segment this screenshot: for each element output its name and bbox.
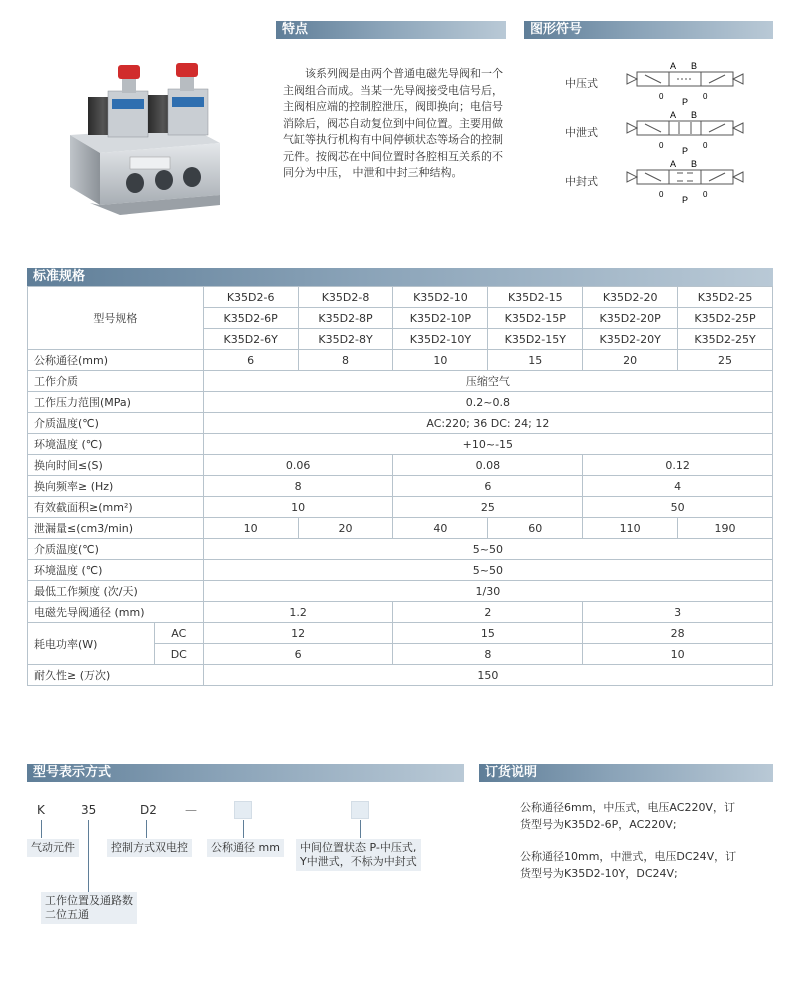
table-cell: 0.06 [203, 455, 393, 476]
port-a-label: A [670, 61, 677, 71]
ordering-line: 货型号为K35D2-10Y，DC24V; [520, 866, 678, 880]
row-label: 公称通径(mm) [28, 350, 204, 371]
code-position-label-line2: 二位五通 [45, 908, 89, 921]
port-a-label: A [670, 159, 677, 169]
table-cell: 0.08 [393, 455, 583, 476]
table-cell: 10 [583, 644, 773, 665]
symbol-label-middle-closed: 中封式 [565, 175, 598, 188]
row-label: 工作压力范围(MPa) [28, 392, 204, 413]
connector-line [41, 820, 42, 838]
model-cell: K35D2-8Y [298, 329, 393, 350]
spec-header [27, 268, 773, 286]
row-label: 环境温度 (℃) [28, 560, 204, 581]
table-cell: 3 [583, 602, 773, 623]
row-label: 换向时间≤(S) [28, 455, 204, 476]
model-cell: K35D2-15P [488, 308, 583, 329]
ordering-title: 订货说明 [485, 765, 538, 780]
model-cell: K35D2-10Y [393, 329, 488, 350]
ordering-example-2 [520, 849, 770, 882]
ordering-line: 公称通径6mm，中压式，电压AC220V，订 [520, 801, 735, 814]
table-cell: AC:220; 36 DC: 24; 12 [203, 413, 772, 434]
table-cell: 150 [203, 665, 772, 686]
table-row [28, 455, 773, 476]
table-cell: 10 [393, 350, 488, 371]
table-row [28, 497, 773, 518]
port-b-label: B [691, 61, 698, 71]
row-label: 耗电功率(W) [28, 623, 155, 665]
product-image [60, 55, 230, 225]
port-b-label: B [691, 159, 698, 169]
table-row [28, 434, 773, 455]
features-line: 气缸等执行机构有中间停顿状态等场合的控制 [283, 133, 503, 146]
table-cell: 8 [298, 350, 393, 371]
table-cell: 25 [678, 350, 773, 371]
table-cell: 1.2 [203, 602, 393, 623]
port-a-label: A [670, 110, 677, 120]
table-cell: 8 [203, 476, 393, 497]
model-cell: K35D2-8 [298, 287, 393, 308]
code-d2-label: 控制方式双电控 [107, 839, 192, 857]
row-label: 电磁先导阀通径 (mm) [28, 602, 204, 623]
model-header: 型号规格 [28, 287, 204, 350]
model-code-header [27, 764, 464, 782]
code-middle-label [296, 839, 421, 871]
ordering-line: 货型号为K35D2-6P，AC220V; [520, 817, 677, 831]
ordering-line: 公称通径10mm，中泄式，电压DC24V，订 [520, 850, 737, 863]
table-cell: 6 [393, 476, 583, 497]
model-cell: K35D2-25 [678, 287, 773, 308]
connector-line [243, 820, 244, 838]
code-nominal-label: 公称通径 mm [207, 839, 284, 857]
port-o2-label: 0 [703, 190, 708, 199]
symbol-label-middle-exhaust: 中泄式 [565, 126, 598, 139]
port-o2-label: 0 [703, 92, 708, 101]
table-cell: 110 [583, 518, 678, 539]
table-cell: 60 [488, 518, 583, 539]
port-p-label: P [682, 97, 689, 107]
table-cell: 15 [488, 350, 583, 371]
row-label: 介质温度(℃) [28, 413, 204, 434]
port-p-label: P [682, 195, 689, 205]
port-o1-label: 0 [659, 141, 664, 150]
table-cell: 28 [583, 623, 773, 644]
table-cell: 12 [203, 623, 393, 644]
table-cell: 6 [203, 644, 393, 665]
table-cell: 压缩空气 [203, 371, 772, 392]
connector-line [360, 820, 361, 838]
table-row [28, 350, 773, 371]
model-cell: K35D2-25Y [678, 329, 773, 350]
table-cell: 10 [203, 497, 393, 518]
code-position-label-line1: 工作位置及通路数 [45, 894, 133, 907]
table-cell: 2 [393, 602, 583, 623]
row-label: 环境温度 (℃) [28, 434, 204, 455]
model-cell: K35D2-25P [678, 308, 773, 329]
code-dash: — [185, 803, 197, 817]
row-label: 有效截面积≥(mm²) [28, 497, 204, 518]
model-code-title: 型号表示方式 [33, 765, 112, 780]
row-label: 工作介质 [28, 371, 204, 392]
table-cell: 10 [203, 518, 298, 539]
code-middle-label-line2: Y中泄式，不标为中封式 [300, 855, 417, 868]
ordering-example-1 [520, 800, 770, 833]
sub-label: AC [154, 623, 203, 644]
table-row [28, 413, 773, 434]
table-cell: 1/30 [203, 581, 772, 602]
model-cell: K35D2-10P [393, 308, 488, 329]
valve-symbol-middle-closed [625, 157, 745, 207]
features-header [276, 21, 506, 39]
model-cell: K35D2-20P [583, 308, 678, 329]
table-cell: 190 [678, 518, 773, 539]
table-row [28, 581, 773, 602]
sub-label: DC [154, 644, 203, 665]
valve-symbol-middle-pressure [625, 59, 745, 109]
model-cell: K35D2-8P [298, 308, 393, 329]
spec-table [27, 286, 773, 686]
table-cell: 20 [583, 350, 678, 371]
table-row [28, 476, 773, 497]
code-position-label [41, 892, 137, 924]
port-o1-label: 0 [659, 190, 664, 199]
features-line: 同分为中压， 中泄和中封三种结构。 [283, 166, 463, 179]
table-cell: 5~50 [203, 539, 772, 560]
symbols-title: 图形符号 [530, 22, 583, 37]
table-row [28, 392, 773, 413]
table-row [28, 287, 773, 308]
features-line: 消除后，阀芯自动复位到中间位置。主要用做 [283, 116, 503, 130]
features-line: 该系列阀是由两个普通电磁先导阀和一个 [305, 67, 503, 80]
table-row [28, 371, 773, 392]
features-line: 元件。按阀芯在中间位置时各腔相互关系的不 [283, 149, 503, 163]
table-cell: 6 [203, 350, 298, 371]
symbol-label-middle-pressure: 中压式 [565, 77, 598, 90]
model-cell: K35D2-15Y [488, 329, 583, 350]
code-middle-label-line1: 中间位置状态 P-中压式, [300, 841, 417, 854]
port-o1-label: 0 [659, 92, 664, 101]
model-cell: K35D2-6P [203, 308, 298, 329]
code-k-label: 气动元件 [27, 839, 79, 857]
table-cell: 40 [393, 518, 488, 539]
table-row [28, 518, 773, 539]
table-cell: 5~50 [203, 560, 772, 581]
table-cell: 25 [393, 497, 583, 518]
table-cell: 8 [393, 644, 583, 665]
table-row [28, 560, 773, 581]
connector-line [146, 820, 147, 838]
table-row [28, 602, 773, 623]
features-title: 特点 [282, 22, 309, 37]
model-cell: K35D2-20Y [583, 329, 678, 350]
features-text [283, 66, 513, 182]
port-o2-label: 0 [703, 141, 708, 150]
model-cell: K35D2-20 [583, 287, 678, 308]
row-label: 耐久性≥ (万次) [28, 665, 204, 686]
spec-title: 标准规格 [33, 269, 86, 284]
model-cell: K35D2-6Y [203, 329, 298, 350]
model-cell: K35D2-6 [203, 287, 298, 308]
table-row [28, 665, 773, 686]
table-cell: 0.2~0.8 [203, 392, 772, 413]
table-row [28, 623, 773, 644]
table-cell: 50 [583, 497, 773, 518]
table-cell: 0.12 [583, 455, 773, 476]
code-d2: D2 [140, 803, 157, 817]
features-line: 主阀组合而成。当某一先导阀接受电信号后， [283, 83, 503, 97]
nominal-placeholder [234, 801, 252, 819]
port-p-label: P [682, 146, 689, 156]
row-label: 最低工作频度 (次/天) [28, 581, 204, 602]
middle-state-placeholder [351, 801, 369, 819]
model-cell: K35D2-10 [393, 287, 488, 308]
table-row [28, 539, 773, 560]
code-35: 35 [81, 803, 97, 817]
connector-line [88, 820, 89, 892]
code-k: K [37, 803, 45, 817]
symbols-header [524, 21, 773, 39]
ordering-header [479, 764, 773, 782]
row-label: 泄漏量≤(cm3/min) [28, 518, 204, 539]
row-label: 换向频率≥ (Hz) [28, 476, 204, 497]
table-cell: 20 [298, 518, 393, 539]
table-cell: 15 [393, 623, 583, 644]
table-cell: +10~-15 [203, 434, 772, 455]
valve-symbol-middle-exhaust [625, 108, 745, 158]
table-cell: 4 [583, 476, 773, 497]
model-cell: K35D2-15 [488, 287, 583, 308]
row-label: 介质温度(℃) [28, 539, 204, 560]
features-line: 主阀相应端的控制腔泄压，阀即换向；电信号 [283, 100, 503, 113]
port-b-label: B [691, 110, 698, 120]
